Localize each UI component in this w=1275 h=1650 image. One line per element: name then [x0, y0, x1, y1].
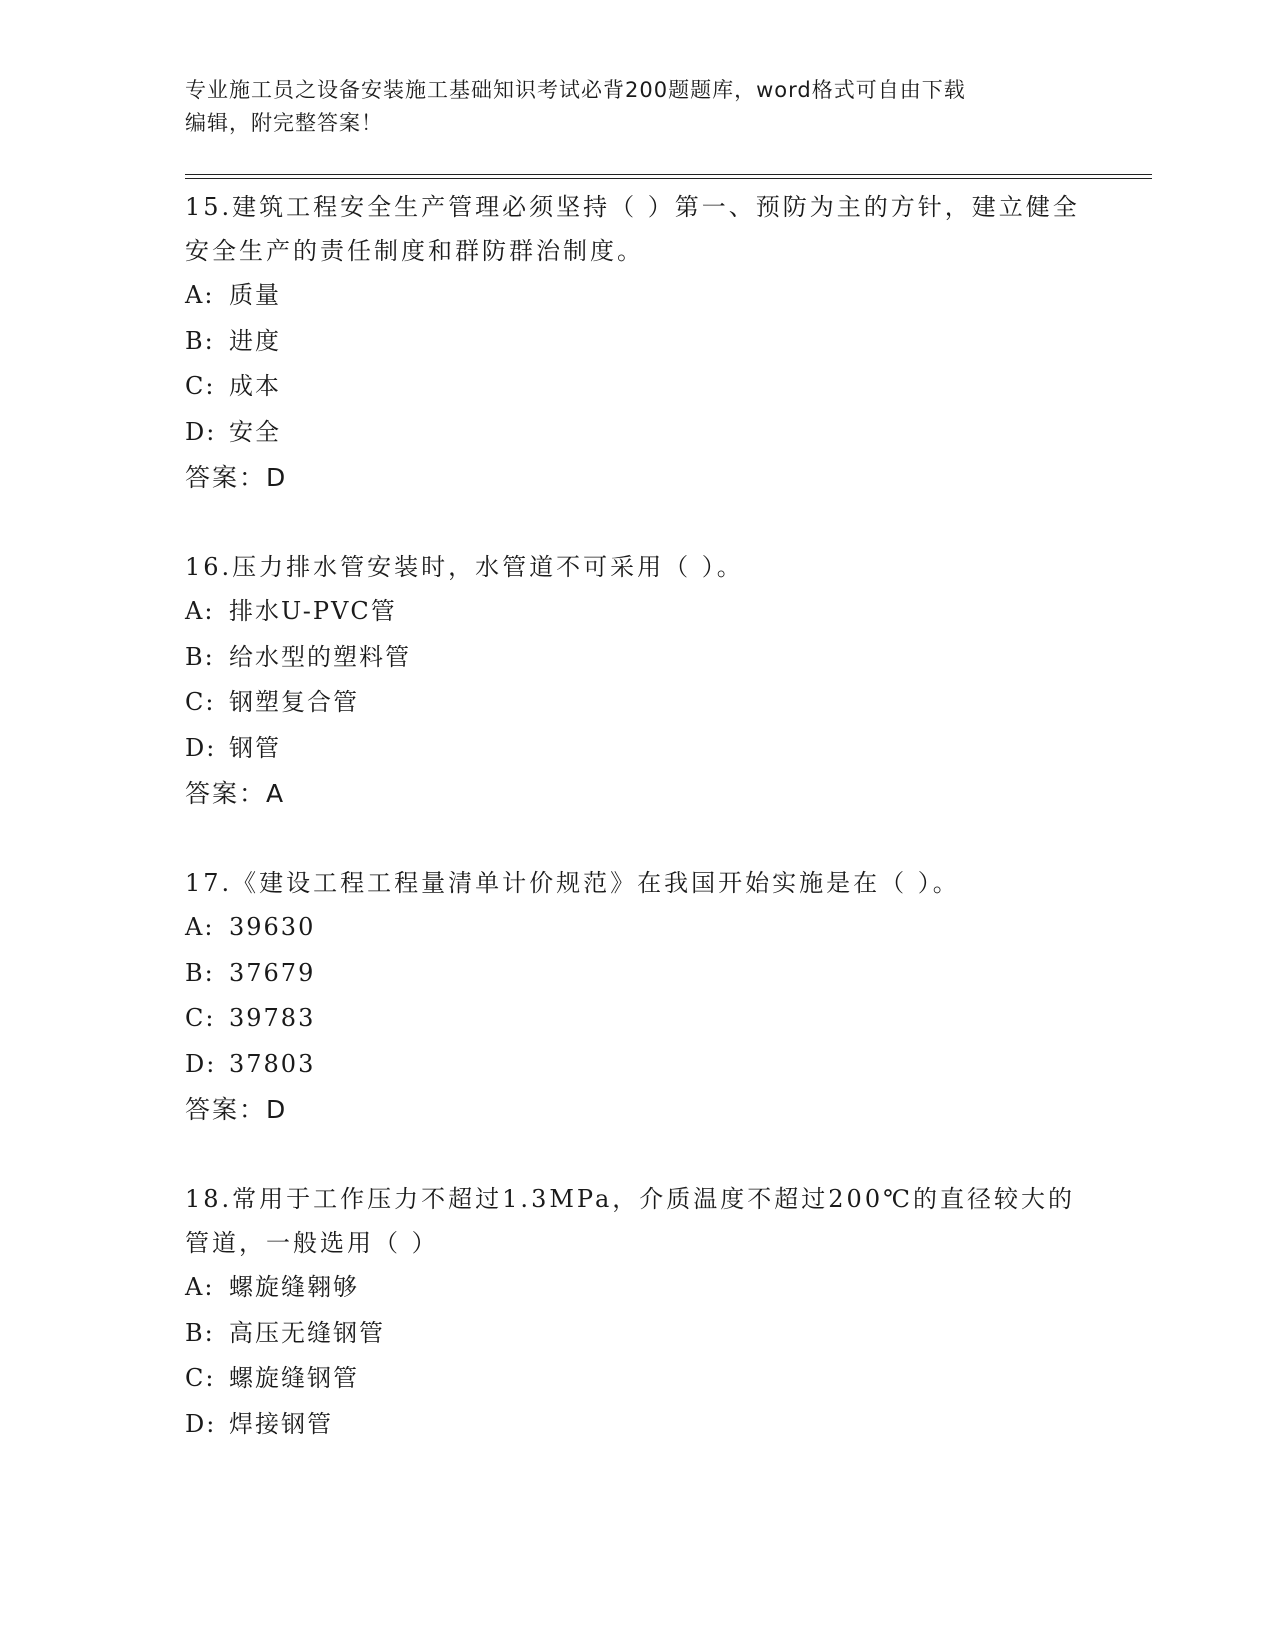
option-d — [185, 410, 1085, 456]
option-c — [185, 680, 1085, 726]
header-divider-top — [185, 174, 1152, 175]
option-letter: B: — [185, 326, 215, 355]
answer-line: 答案：D — [185, 1095, 288, 1124]
option-a — [185, 905, 1085, 951]
question-stem: 15.建筑工程安全生产管理必须坚持（ ）第一、预防为主的方针，建立健全安全生产的责任制度和群防群治制度。 — [185, 193, 1080, 265]
question-stem: 18.常用于工作压力不超过1.3MPa，介质温度不超过200℃的直径较大的管道，一般选用（ ） — [185, 1185, 1075, 1257]
option-letter: C: — [185, 1364, 216, 1392]
option-letter: D: — [185, 733, 217, 762]
option-letter: B: — [185, 958, 215, 987]
header-line-1: 专业施工员之设备安装施工基础知识考试必背200题题库，word格式可自由下载 — [185, 78, 966, 102]
option-d — [185, 1402, 1085, 1448]
option-text: 钢管 — [229, 733, 281, 762]
option-text: 螺旋缝钢管 — [229, 1364, 359, 1392]
question-18 — [185, 1177, 1085, 1447]
option-b — [185, 951, 1085, 997]
option-text: 进度 — [229, 326, 281, 355]
header-divider-bottom — [185, 178, 1152, 179]
option-text: 37803 — [229, 1049, 316, 1078]
option-letter: D: — [185, 1049, 217, 1078]
answer-line: 答案：D — [185, 463, 288, 492]
option-text: 39783 — [229, 1004, 316, 1032]
option-a — [185, 589, 1085, 635]
option-text: 质量 — [229, 281, 281, 309]
option-letter: B: — [185, 642, 215, 671]
document-header — [185, 74, 1065, 140]
header-line-2: 编辑，附完整答案！ — [185, 111, 383, 135]
option-letter: D: — [185, 417, 217, 446]
question-stem: 16.压力排水管安装时，水管道不可采用（ ）。 — [185, 553, 744, 581]
option-text: 37679 — [229, 958, 316, 987]
answer-line: 答案：A — [185, 779, 286, 808]
option-c — [185, 1356, 1085, 1402]
option-letter: A: — [185, 281, 215, 309]
option-text: 39630 — [229, 913, 316, 941]
option-letter: A: — [185, 1273, 215, 1301]
option-a — [185, 273, 1085, 319]
option-text: 排水U-PVC管 — [229, 597, 397, 625]
option-letter: A: — [185, 913, 215, 941]
option-letter: A: — [185, 597, 215, 625]
question-17 — [185, 861, 1085, 1133]
option-text: 给水型的塑料管 — [229, 642, 411, 671]
option-letter: C: — [185, 372, 216, 400]
option-b — [185, 635, 1085, 681]
option-c — [185, 364, 1085, 410]
option-a — [185, 1265, 1085, 1311]
option-text: 安全 — [229, 417, 281, 446]
option-text: 螺旋缝翱够 — [229, 1273, 359, 1301]
option-letter: C: — [185, 688, 216, 716]
option-letter: C: — [185, 1004, 216, 1032]
option-text: 成本 — [229, 372, 281, 400]
question-list — [185, 185, 1085, 1491]
option-letter: D: — [185, 1409, 217, 1438]
question-15 — [185, 185, 1085, 501]
option-b — [185, 319, 1085, 365]
option-d — [185, 1042, 1085, 1088]
option-letter: B: — [185, 1318, 215, 1347]
option-text: 钢塑复合管 — [229, 688, 359, 716]
question-16 — [185, 545, 1085, 817]
option-d — [185, 726, 1085, 772]
option-b — [185, 1311, 1085, 1357]
option-c — [185, 996, 1085, 1042]
question-stem: 17.《建设工程工程量清单计价规范》在我国开始实施是在（ ）。 — [185, 869, 960, 897]
option-text: 高压无缝钢管 — [229, 1318, 385, 1347]
option-text: 焊接钢管 — [229, 1409, 333, 1438]
